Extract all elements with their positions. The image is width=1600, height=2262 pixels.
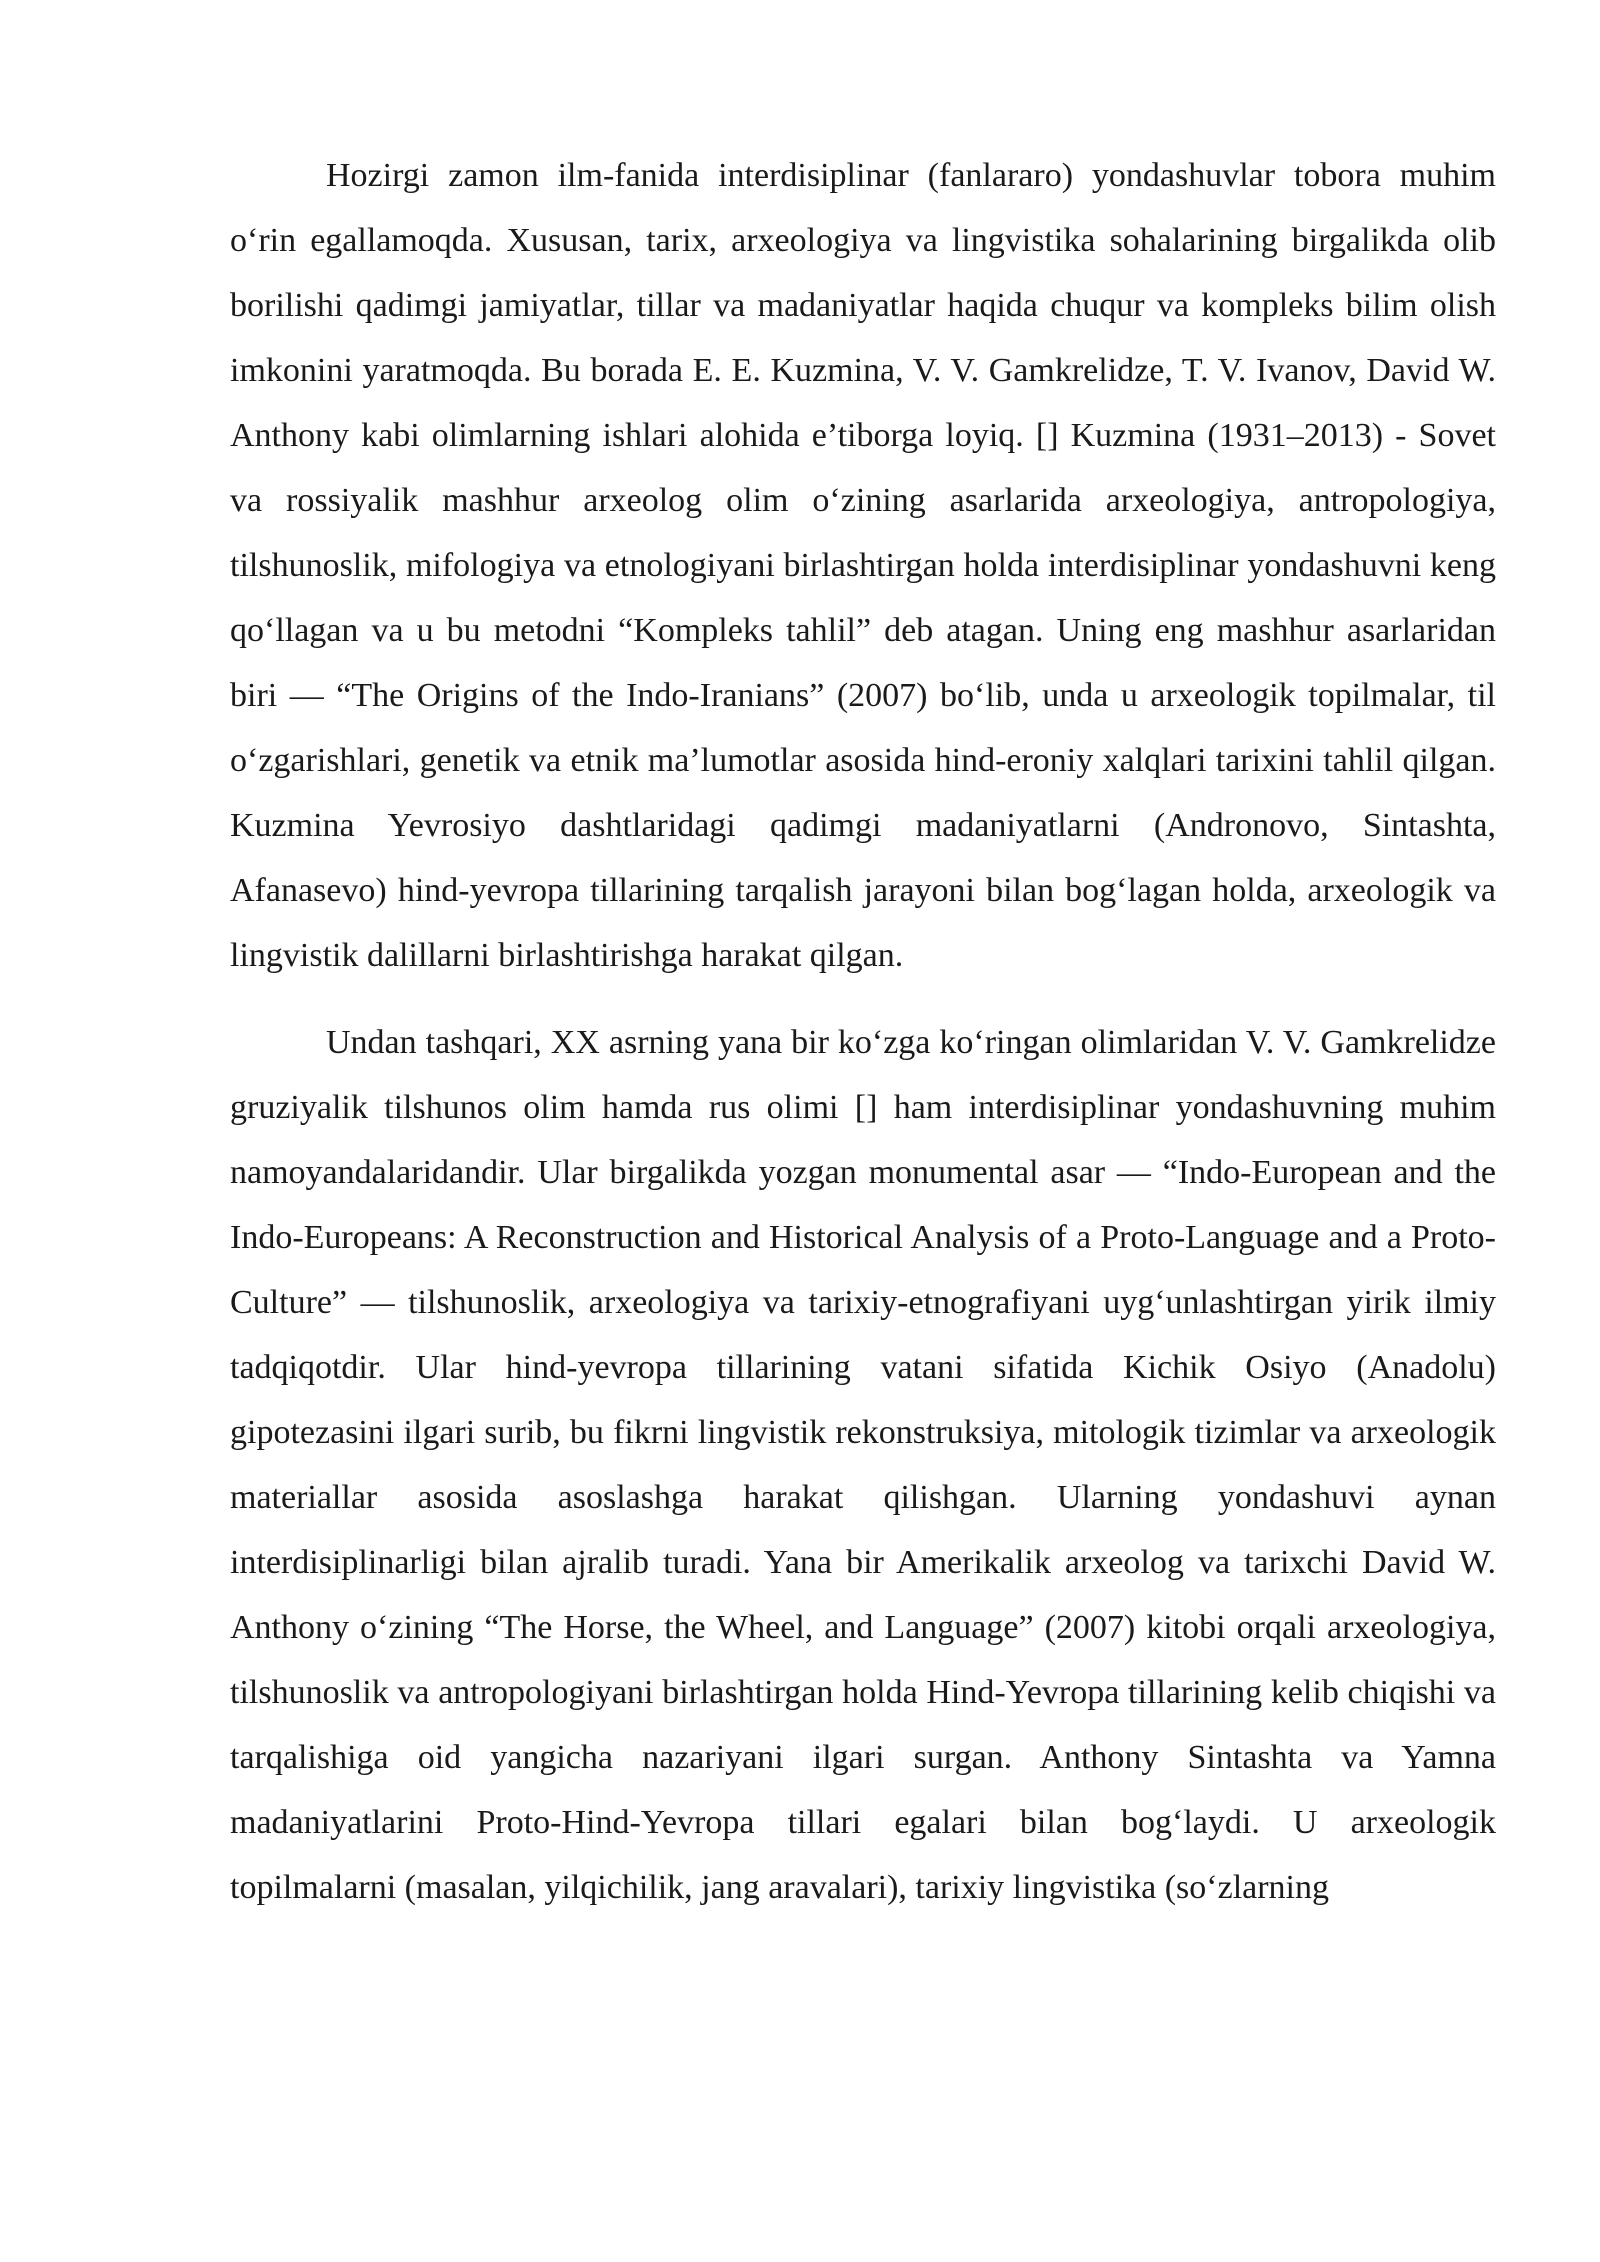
- body-text: [230, 143, 1496, 1920]
- paragraph-1: Hozirgi zamon ilm-fanida interdisiplinar (fanlararo) yondashuvlar tobora muhim o‘rin egallamoqda. Xususan, tarix, arxeologiya va lingvistika sohalarining birgalikda olib borilishi qadimgi jamiyatlar, tillar va madaniyatlar haqida chuqur va kompleks bilim olish imkonini yaratmoqda. Bu borada E. E. Kuzmina, V. V. Gamkrelidze, T. V. Ivanov, David W. Anthony kabi olimlarning ishlari alohida e’tiborga loyiq. [] Kuzmina (1931–2013) - Sovet va rossiyalik mashhur arxeolog olim o‘zining asarlarida arxeologiya, antropologiya, tilshunoslik, mifologiya va etnologiyani birlashtirgan holda interdisiplinar yondashuvni keng qo‘llagan va u bu metodni “Kompleks tahlil” deb atagan. Uning eng mashhur asarlaridan biri — “The Origins of the Indo-Iranians” (2007) bo‘lib, unda u arxeologik topilmalar, til o‘zgarishlari, genetik va etnik ma’lumotlar asosida hind-eroniy xalqlari tarixini tahlil qilgan. Kuzmina Yevrosiyo dashtlaridagi qadimgi madaniyatlarni (Andronovo, Sintashta, Afanasevo) hind-yevropa tillarining tarqalish jarayoni bilan bog‘lagan holda, arxeologik va lingvistik dalillarni birlashtirishga harakat qilgan.: [230, 157, 1496, 974]
- paragraph-2: Undan tashqari, XX asrning yana bir ko‘zga ko‘ringan olimlaridan V. V. Gamkrelidze gruziyalik tilshunos olim hamda rus olimi [] ham interdisiplinar yondashuvning muhim namoyandalaridandir. Ular birgalikda yozgan monumental asar — “Indo-European and the Indo-Europeans: A Reconstruction and Historical Analysis of a Proto-Language and a Proto-Culture” — tilshunoslik, arxeologiya va tarixiy-etnografiyani uyg‘unlashtirgan yirik ilmiy tadqiqotdir. Ular hind-yevropa tillarining vatani sifatida Kichik Osiyo (Anadolu) gipotezasini ilgari surib, bu fikrni lingvistik rekonstruksiya, mitologik tizimlar va arxeologik materiallar asosida asoslashga harakat qilishgan. Ularning yondashuvi aynan interdisiplinarligi bilan ajralib turadi. Yana bir Amerikalik arxeolog va tarixchi David W. Anthony o‘zining “The Horse, the Wheel, and Language” (2007) kitobi orqali arxeologiya, tilshunoslik va antropologiyani birlashtirgan holda Hind-Yevropa tillarining kelib chiqishi va tarqalishiga oid yangicha nazariyani ilgari surgan. Anthony Sintashta va Yamna madaniyatlarini Proto-Hind-Yevropa tillari egalari bilan bog‘laydi. U arxeologik topilmalarni (masalan, yilqichilik, jang aravalari), tarixiy lingvistika (so‘zlarning: [230, 1024, 1496, 1906]
